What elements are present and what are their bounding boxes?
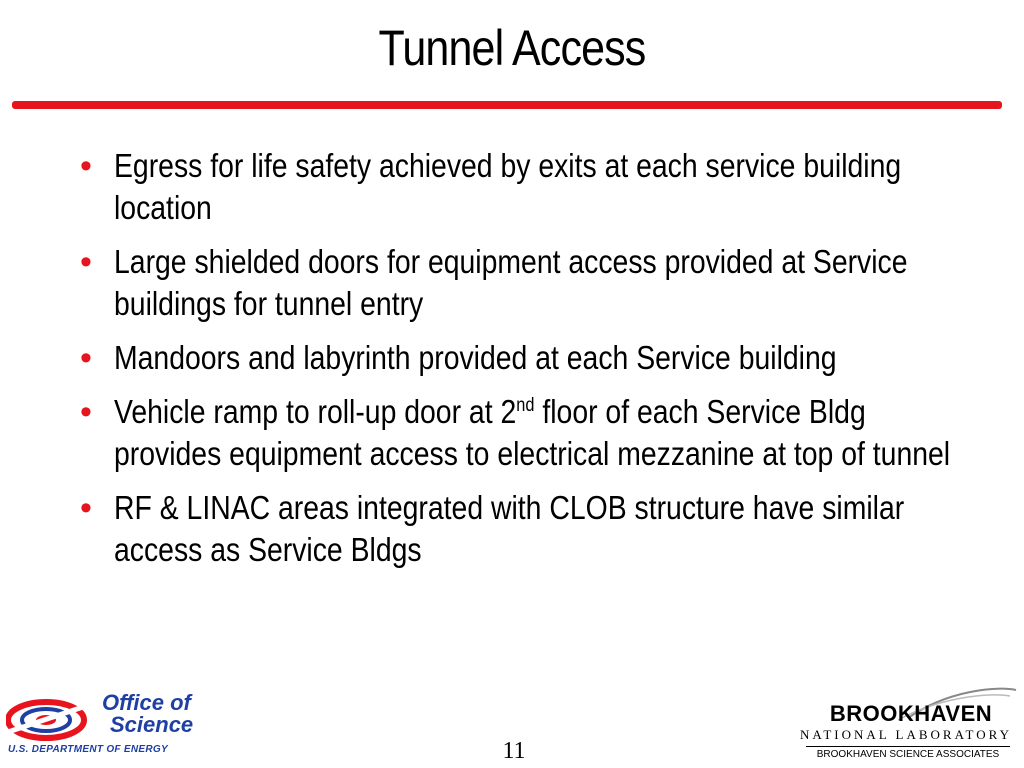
bullet-item xyxy=(78,391,958,475)
logo-line-2: Science xyxy=(110,712,194,737)
page-number: 11 xyxy=(502,738,526,764)
bullet-text: Large shielded doors for equipment access provided at Service buildings for tunnel entry xyxy=(114,243,908,322)
bullet-list xyxy=(78,145,958,583)
brookhaven-name: BROOKHAVEN xyxy=(829,701,993,726)
brookhaven-lab-label: NATIONAL LABORATORY xyxy=(800,727,1012,742)
logo-subtitle: U.S. DEPARTMENT OF ENERGY xyxy=(8,744,168,755)
bullet-item xyxy=(78,241,958,325)
bullet-text: Mandoors and labyrinth provided at each Service building xyxy=(114,339,837,376)
bullet-icon: • xyxy=(80,339,92,377)
office-of-science-wordmark xyxy=(102,692,193,736)
bullet-text: RF & LINAC areas integrated with CLOB structure have similar access as Service Bldgs xyxy=(114,489,905,568)
slide-title: Tunnel Access xyxy=(378,20,646,76)
bullet-text-part: Vehicle ramp to roll-up door at 2 xyxy=(114,393,517,430)
title-divider xyxy=(12,101,1002,109)
office-of-science-emblem-icon xyxy=(6,698,92,742)
bullet-icon: • xyxy=(80,147,92,185)
bullet-item xyxy=(78,487,958,571)
bullet-item xyxy=(78,337,958,379)
bullet-icon: • xyxy=(80,243,92,281)
brookhaven-logo xyxy=(788,684,1018,764)
bullet-item xyxy=(78,145,958,229)
logo-line-1: Office of xyxy=(102,690,191,715)
bullet-text: Egress for life safety achieved by exits at each service building location xyxy=(114,147,902,226)
brookhaven-associates-label: BROOKHAVEN SCIENCE ASSOCIATES xyxy=(806,746,1010,761)
bullet-icon: • xyxy=(80,489,92,527)
office-of-science-logo xyxy=(6,690,216,760)
bullet-icon: • xyxy=(80,393,92,431)
bullet-text xyxy=(114,391,956,475)
ordinal-superscript: nd xyxy=(516,395,535,416)
bullet-text-part: floor of each Service Bldg provides equipment access to electrical mezzanine at top of tunnel xyxy=(114,393,951,472)
